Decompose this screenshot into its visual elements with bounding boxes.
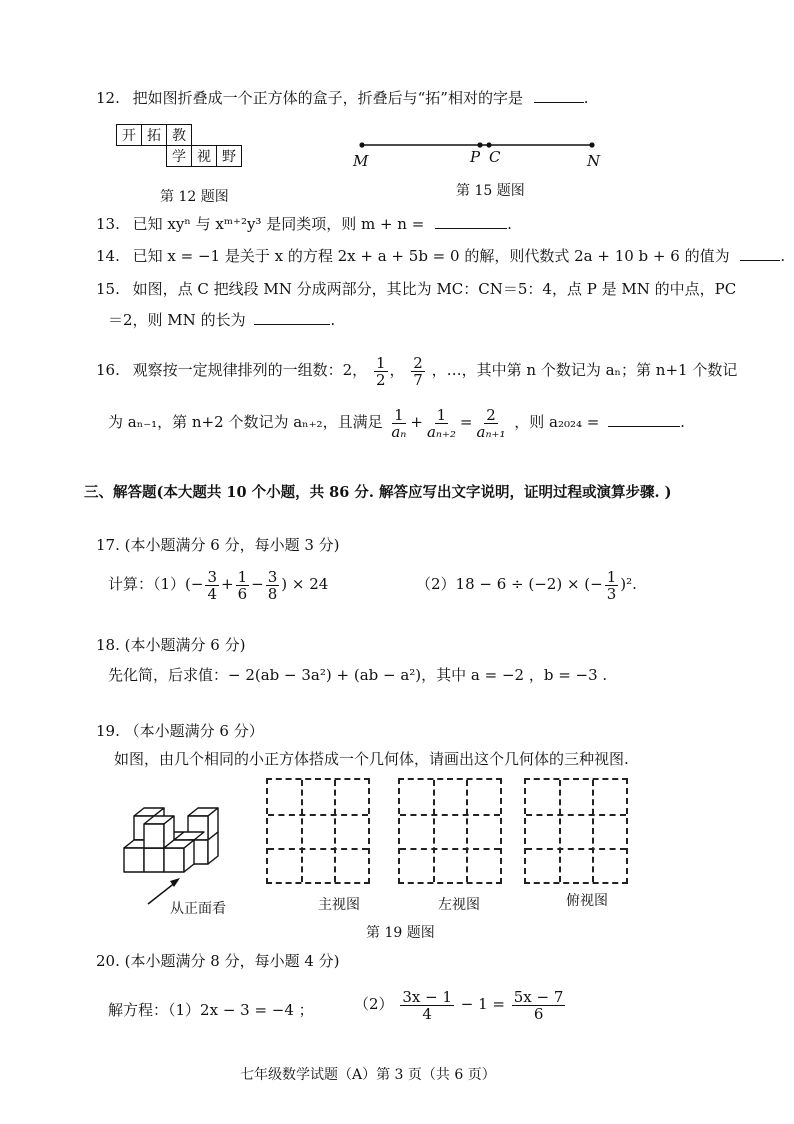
label-p: P — [470, 148, 481, 166]
q19-header-line — [96, 720, 264, 742]
q13-text: 已知 xyⁿ 与 xᵐ⁺²y³ 是同类项，则 m + n = — [132, 215, 425, 233]
q17-part1-label: 计算：（1） — [108, 575, 186, 593]
net-cell: 拓 — [142, 125, 167, 146]
front-view-grid[interactable] — [266, 778, 370, 884]
fraction: $\frac{1}{6}$ — [237, 567, 248, 603]
front-view-label: 主视图 — [318, 897, 360, 913]
q13-number: 13. — [96, 215, 120, 233]
q12-end: . — [583, 89, 589, 107]
q16-line1: 16. 观察按一定规律排列的一组数：2， $\frac{1}{2}$ ， $\frac{2}{7}$ ，…，其中第 n 个数记为 aₙ；第 n+1 个数记 — [96, 353, 738, 389]
q20-number: 20. — [96, 952, 120, 970]
point-n — [589, 142, 594, 147]
net-cell: 野 — [217, 146, 242, 167]
q18-header-line — [96, 634, 245, 656]
q16-text2a: 为 aₙ₋₁，第 n+2 个数记为 aₙ₊₂，且满足 — [108, 413, 383, 431]
q18-number: 18. — [96, 636, 120, 654]
q20-header: (本小题满分 8 分，每小题 4 分) — [124, 952, 340, 970]
q15-line1 — [96, 278, 736, 300]
q17-part2 — [416, 562, 637, 606]
net-cell: 开 — [117, 125, 142, 146]
q20-part2 — [354, 982, 567, 1026]
top-view-grid[interactable] — [524, 778, 628, 884]
answer-blank[interactable] — [740, 244, 780, 261]
q15-caption: 第 15 题图 — [456, 183, 525, 199]
fraction: $\frac{1}{\text{aₙ₊₂}}$ — [426, 405, 456, 441]
q13-end: . — [507, 215, 512, 233]
q14-text: 已知 x = −1 是关于 x 的方程 2x + a + 5b = 0 的解，则代数式 2a + 10 b + 6 的值为 — [132, 247, 730, 265]
fraction: $\frac{1}{3}$ — [606, 567, 617, 603]
q17-header: (本小题满分 6 分，每小题 3 分) — [124, 536, 340, 554]
left-view-label: 左视图 — [438, 897, 480, 913]
fraction: $\frac{3x - 1}{4}$ — [402, 987, 452, 1023]
section-3-title: 三、解答题(本大题共 10 个小题，共 86 分. 解答应写出文字说明，证明过程或演算步骤. ) — [84, 484, 672, 501]
q19-number: 19. — [96, 722, 120, 740]
fraction: $\frac{2}{\text{aₙ₊₁}}$ — [476, 405, 506, 441]
fraction: $\frac{2}{7}$ — [413, 353, 423, 389]
q14-end: . — [780, 247, 786, 265]
fraction: $\frac{3}{4}$ — [207, 567, 218, 603]
q14-number: 14. — [96, 247, 120, 265]
q16-line2: 为 aₙ₋₁，第 n+2 个数记为 aₙ₊₂，且满足 $\frac{1}{\text{aₙ}}$ + $\frac{1}{\text{aₙ₊₂}}$ = $\frac{2}{\text{aₙ₊₁}}$ ，则 a₂₀₂₄ = . — [108, 405, 685, 441]
q17-part1 — [108, 562, 328, 606]
q12-number: 12. — [96, 89, 120, 107]
q20-part2-label: （2） — [354, 995, 394, 1013]
q15-number: 15. — [96, 280, 120, 298]
q17-part1-close: ) × 24 — [281, 575, 329, 593]
net-cell: 教 — [167, 125, 192, 146]
q15-text2: ＝2，则 MN 的长为 — [108, 311, 246, 329]
q16-text2b: ，则 a₂₀₂₄ = — [514, 413, 600, 431]
answer-blank[interactable] — [608, 410, 680, 427]
fraction: $\frac{1}{\text{aₙ}}$ — [391, 405, 407, 441]
q17-part2-end: )². — [620, 575, 637, 593]
q18-header: (本小题满分 6 分) — [124, 636, 246, 654]
q17-part2-label: （2） — [416, 575, 456, 593]
q16-number: 16. — [96, 361, 120, 379]
q17-number: 17. — [96, 536, 120, 554]
q13-line — [96, 212, 512, 235]
q12-caption: 第 12 题图 — [160, 189, 229, 205]
cube-net — [116, 124, 242, 167]
q19-caption: 第 19 题图 — [366, 925, 435, 941]
q14-line — [96, 244, 785, 267]
label-m: M — [353, 152, 369, 170]
page-footer: 七年级数学试题（A）第 3 页（共 6 页） — [240, 1067, 496, 1083]
answer-blank[interactable] — [254, 308, 330, 325]
q15-line2 — [108, 308, 335, 331]
q16-text1a: 观察按一定规律排列的一组数：2， — [132, 361, 368, 379]
q19-header: （本小题满分 6 分） — [124, 722, 264, 740]
answer-blank[interactable] — [534, 86, 584, 103]
point-m — [359, 142, 364, 147]
q18-text: 先化简，后求值：− 2(ab − 3a²) + (ab − a²)，其中 a = −2 ，b = −3 . — [108, 666, 608, 684]
q16-end: . — [680, 413, 685, 431]
fraction: $\frac{5x - 7}{6}$ — [513, 987, 564, 1023]
fraction: $\frac{3}{8}$ — [267, 567, 278, 603]
q16-text1b: ，…，其中第 n 个数记为 aₙ；第 n+1 个数记 — [431, 361, 738, 379]
q20-mid: − 1 = — [460, 995, 505, 1013]
q17-part2-text: 18 − 6 ÷ (−2) × (− — [455, 575, 603, 593]
label-c: C — [489, 148, 501, 166]
q12-line — [96, 86, 589, 109]
fraction: $\frac{1}{2}$ — [375, 353, 386, 389]
answer-blank[interactable] — [435, 212, 507, 229]
q15-end: . — [330, 311, 336, 329]
top-view-label: 俯视图 — [566, 893, 608, 909]
label-n: N — [587, 152, 601, 170]
net-cell: 视 — [192, 146, 217, 167]
q20-header-line — [96, 950, 340, 972]
view-direction-label: 从正面看 — [170, 901, 226, 917]
paren-open: (− — [185, 575, 204, 593]
q20-part1: 解方程：（1）2x − 3 = −4 ； — [108, 1001, 314, 1019]
net-cell: 学 — [167, 146, 192, 167]
left-view-grid[interactable] — [398, 778, 502, 884]
q12-text: 把如图折叠成一个正方体的盒子，折叠后与“拓”相对的字是 — [132, 89, 523, 107]
plus-sign: + — [221, 575, 234, 593]
q17-header-line — [96, 534, 340, 556]
q15-text1: 如图，点 C 把线段 MN 分成两部分，其比为 MC：CN＝5：4，点 P 是 MN 的中点，PC — [132, 280, 737, 298]
minus-sign: − — [251, 575, 264, 593]
q19-text: 如图，由几个相同的小正方体搭成一个几何体，请画出这个几何体的三种视图. — [114, 750, 629, 768]
